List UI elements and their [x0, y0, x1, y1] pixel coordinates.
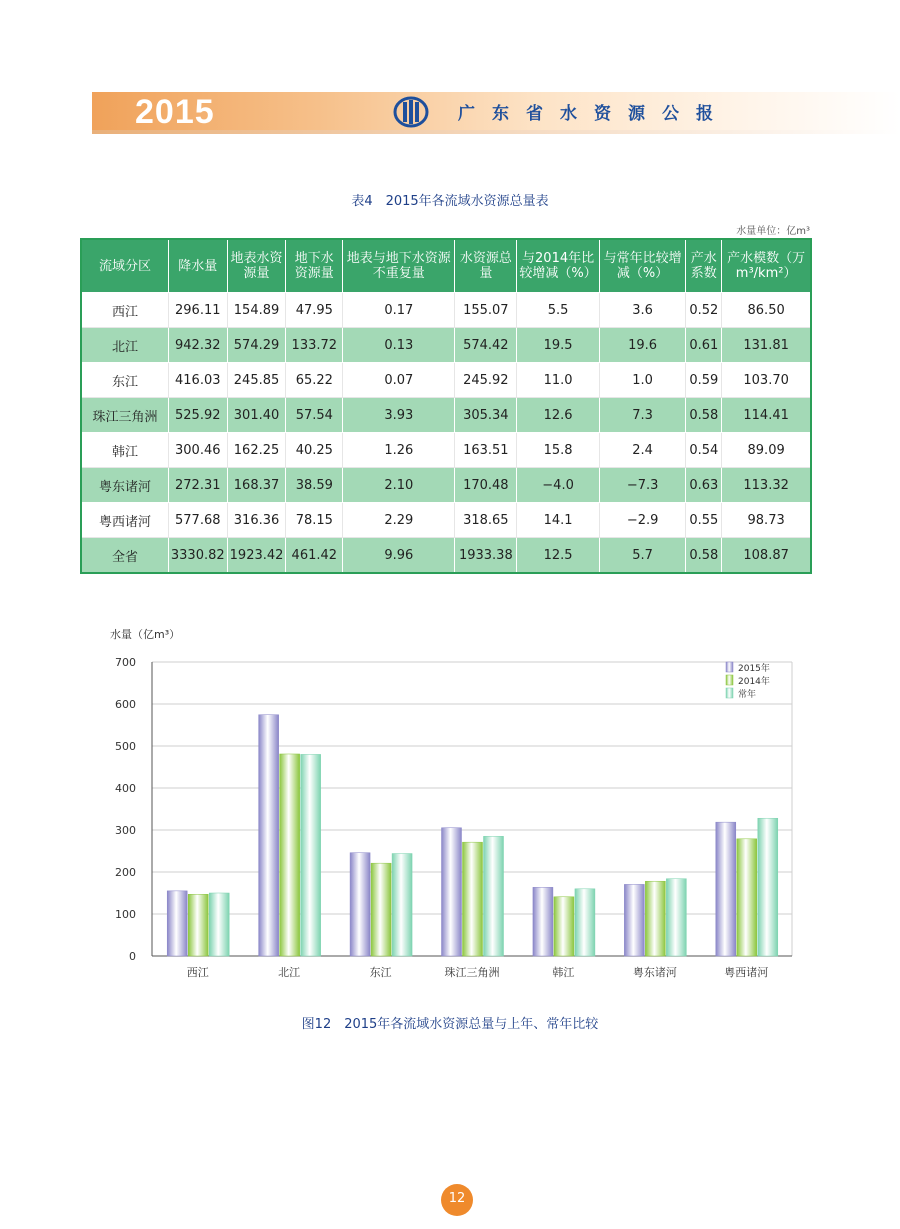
header-cell: 产水模数（万m³/km²）: [722, 239, 811, 293]
value-cell: 574.42: [455, 328, 517, 363]
region-name-cell: 韩江: [81, 433, 168, 468]
value-cell: 0.61: [686, 328, 722, 363]
x-tick-label: 西江: [186, 966, 209, 979]
bar-2015年: [167, 891, 187, 956]
region-name-cell: 西江: [81, 293, 168, 328]
value-cell: 0.52: [686, 293, 722, 328]
value-cell: 15.8: [517, 433, 600, 468]
value-cell: 155.07: [455, 293, 517, 328]
table-row: [81, 328, 811, 363]
value-cell: 9.96: [343, 538, 455, 574]
table-unit: 水量单位：亿m³: [736, 226, 810, 237]
table-row: [81, 363, 811, 398]
y-tick-label: 0: [129, 950, 136, 963]
value-cell: 245.92: [455, 363, 517, 398]
water-bureau-logo-icon: [393, 96, 429, 128]
figure-caption: 图12 2015年各流域水资源总量与上年、常年比较: [301, 1017, 599, 1032]
header-cell: 与常年比较增减（%）: [599, 239, 685, 293]
legend-label: 2014年: [738, 677, 770, 687]
table-row: [81, 293, 811, 328]
bar-2015年: [624, 884, 644, 956]
value-cell: 57.54: [286, 398, 343, 433]
value-cell: 3330.82: [168, 538, 227, 574]
header-cell: 地表与地下水资源不重复量: [343, 239, 455, 293]
value-cell: 942.32: [168, 328, 227, 363]
bar-2014年: [645, 881, 665, 956]
value-cell: 245.85: [227, 363, 286, 398]
header-cell: 降水量: [168, 239, 227, 293]
region-name-cell: 粤东诸河: [81, 468, 168, 503]
value-cell: −4.0: [517, 468, 600, 503]
bar-2014年: [371, 863, 391, 956]
bar-2015年: [533, 887, 553, 956]
value-cell: 98.73: [722, 503, 811, 538]
value-cell: 301.40: [227, 398, 286, 433]
y-tick-label: 700: [115, 656, 136, 669]
table-row: [81, 503, 811, 538]
value-cell: 65.22: [286, 363, 343, 398]
y-tick-label: 200: [115, 866, 136, 879]
value-cell: 5.7: [599, 538, 685, 574]
value-cell: 2.4: [599, 433, 685, 468]
value-cell: 0.54: [686, 433, 722, 468]
value-cell: 0.55: [686, 503, 722, 538]
value-cell: 3.93: [343, 398, 455, 433]
value-cell: 108.87: [722, 538, 811, 574]
value-cell: 0.59: [686, 363, 722, 398]
legend-swatch: [726, 688, 733, 698]
bar-常年: [484, 836, 504, 956]
x-tick-label: 粤东诸河: [632, 966, 677, 979]
value-cell: 12.5: [517, 538, 600, 574]
bar-常年: [758, 818, 778, 956]
y-tick-label: 600: [115, 698, 136, 711]
value-cell: 1933.38: [455, 538, 517, 574]
y-tick-label: 100: [115, 908, 136, 921]
value-cell: 3.6: [599, 293, 685, 328]
value-cell: 0.58: [686, 538, 722, 574]
bar-常年: [392, 854, 412, 956]
table-row: [81, 468, 811, 503]
value-cell: 574.29: [227, 328, 286, 363]
value-cell: 416.03: [168, 363, 227, 398]
report-year: 2015: [135, 93, 215, 131]
value-cell: 296.11: [168, 293, 227, 328]
value-cell: 0.17: [343, 293, 455, 328]
header-cell: 与2014年比较增减（%）: [517, 239, 600, 293]
value-cell: 103.70: [722, 363, 811, 398]
table-row: [81, 398, 811, 433]
value-cell: 89.09: [722, 433, 811, 468]
value-cell: 2.10: [343, 468, 455, 503]
bar-chart: [110, 620, 810, 990]
bar-2014年: [280, 754, 300, 956]
value-cell: 47.95: [286, 293, 343, 328]
value-cell: 272.31: [168, 468, 227, 503]
legend-swatch: [726, 662, 733, 672]
header-cell: 产水系数: [686, 239, 722, 293]
value-cell: 316.36: [227, 503, 286, 538]
bar-常年: [575, 889, 595, 956]
value-cell: 525.92: [168, 398, 227, 433]
legend-label: 常年: [738, 690, 757, 700]
value-cell: 131.81: [722, 328, 811, 363]
table-header-row: [81, 239, 811, 293]
y-tick-label: 400: [115, 782, 136, 795]
x-tick-label: 东江: [369, 966, 392, 979]
value-cell: 19.6: [599, 328, 685, 363]
value-cell: 163.51: [455, 433, 517, 468]
value-cell: 0.58: [686, 398, 722, 433]
value-cell: 461.42: [286, 538, 343, 574]
bar-2014年: [737, 839, 757, 956]
value-cell: 318.65: [455, 503, 517, 538]
value-cell: 78.15: [286, 503, 343, 538]
value-cell: 2.29: [343, 503, 455, 538]
value-cell: 1.0: [599, 363, 685, 398]
y-tick-label: 300: [115, 824, 136, 837]
value-cell: 170.48: [455, 468, 517, 503]
header-cell: 地下水资源量: [286, 239, 343, 293]
region-name-cell: 北江: [81, 328, 168, 363]
region-name-cell: 粤西诸河: [81, 503, 168, 538]
value-cell: 11.0: [517, 363, 600, 398]
region-name-cell: 珠江三角洲: [81, 398, 168, 433]
water-resources-table: [80, 238, 812, 574]
bar-2015年: [259, 715, 279, 956]
value-cell: 0.07: [343, 363, 455, 398]
value-cell: 40.25: [286, 433, 343, 468]
value-cell: 5.5: [517, 293, 600, 328]
value-cell: 114.41: [722, 398, 811, 433]
bar-2015年: [716, 822, 736, 956]
header-cell: 流域分区: [81, 239, 168, 293]
value-cell: 113.32: [722, 468, 811, 503]
bar-2014年: [554, 897, 574, 956]
value-cell: 14.1: [517, 503, 600, 538]
value-cell: −2.9: [599, 503, 685, 538]
bar-2015年: [442, 828, 462, 956]
x-tick-label: 珠江三角洲: [444, 966, 500, 979]
bar-常年: [209, 893, 229, 956]
y-axis-label: 水量（亿m³）: [110, 628, 181, 641]
value-cell: 7.3: [599, 398, 685, 433]
bar-常年: [301, 754, 321, 956]
bar-2014年: [188, 894, 208, 956]
value-cell: 1923.42: [227, 538, 286, 574]
bar-常年: [666, 879, 686, 956]
bar-2014年: [463, 842, 483, 956]
table-caption: 表4 2015年各流域水资源总量表: [351, 194, 549, 209]
header-cell: 地表水资源量: [227, 239, 286, 293]
value-cell: 305.34: [455, 398, 517, 433]
legend-label: 2015年: [738, 664, 770, 674]
value-cell: 133.72: [286, 328, 343, 363]
value-cell: 12.6: [517, 398, 600, 433]
value-cell: 0.63: [686, 468, 722, 503]
y-tick-label: 500: [115, 740, 136, 753]
value-cell: 154.89: [227, 293, 286, 328]
value-cell: 38.59: [286, 468, 343, 503]
legend-swatch: [726, 675, 733, 685]
value-cell: 1.26: [343, 433, 455, 468]
value-cell: 0.13: [343, 328, 455, 363]
value-cell: 300.46: [168, 433, 227, 468]
x-tick-label: 北江: [278, 966, 301, 979]
bar-2015年: [350, 853, 370, 956]
header-cell: 水资源总量: [455, 239, 517, 293]
value-cell: 577.68: [168, 503, 227, 538]
value-cell: 86.50: [722, 293, 811, 328]
x-tick-label: 韩江: [552, 966, 575, 979]
region-name-cell: 全省: [81, 538, 168, 574]
value-cell: 19.5: [517, 328, 600, 363]
region-name-cell: 东江: [81, 363, 168, 398]
value-cell: −7.3: [599, 468, 685, 503]
value-cell: 168.37: [227, 468, 286, 503]
table-row: [81, 538, 811, 574]
page-number: 12: [441, 1184, 473, 1216]
x-tick-label: 粤西诸河: [724, 966, 769, 979]
report-title: 广东省水资源公报: [458, 104, 730, 124]
value-cell: 162.25: [227, 433, 286, 468]
table-row: [81, 433, 811, 468]
